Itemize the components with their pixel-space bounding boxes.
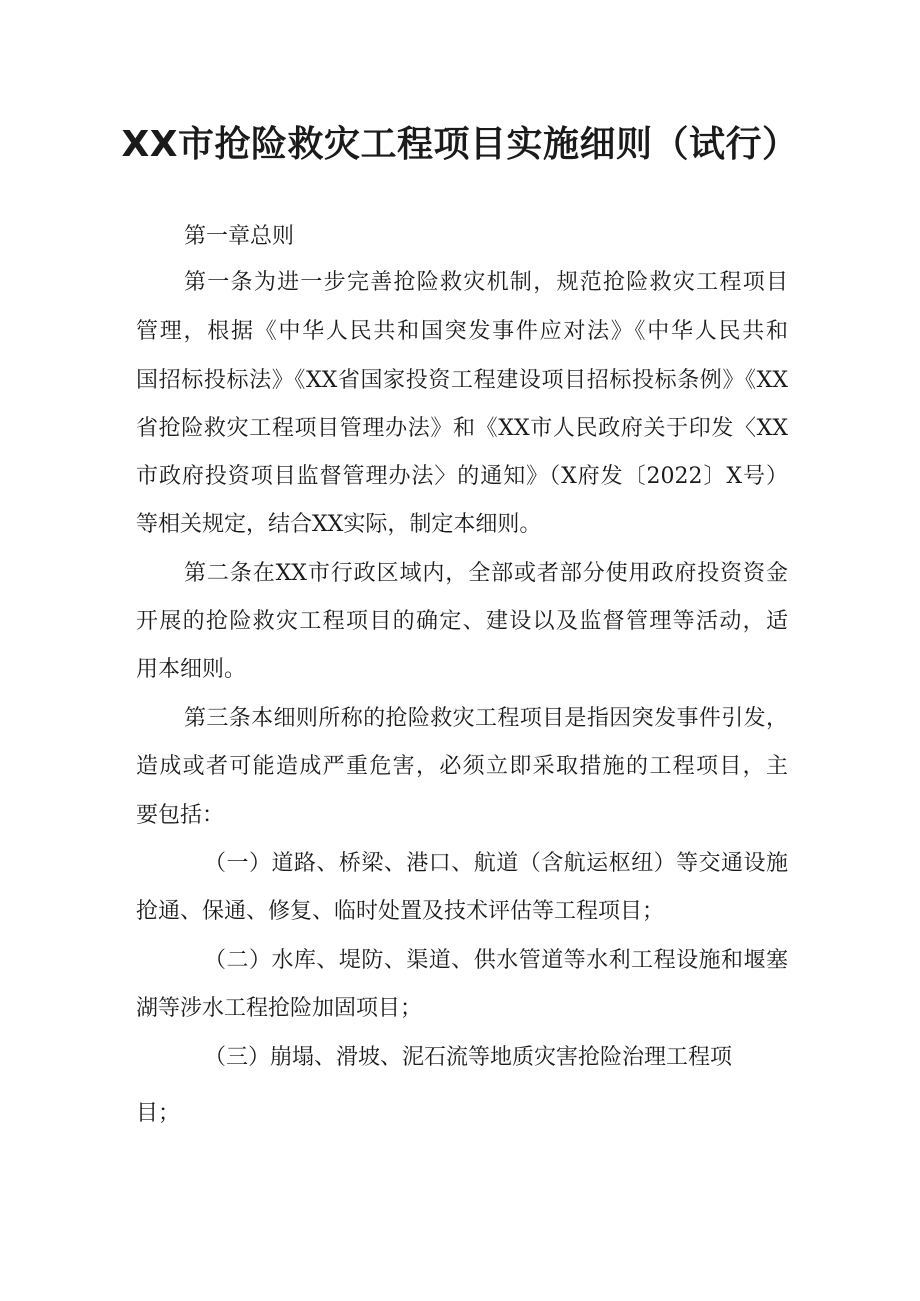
article-3-line-2: 造成或者可能造成严重危害，必须立即采取措施的工程项目，主 (136, 754, 788, 779)
item-2-line-1: （二）水库、堤防、渠道、供水管道等水利工程设施和堰塞 (204, 948, 788, 973)
article-2-line-1: 第二条在XX市行政区域内，全部或者部分使用政府投资资金 (184, 561, 788, 586)
article-2-line-2: 开展的抢险救灾工程项目的确定、建设以及监督管理等活动，适 (136, 609, 788, 634)
article-2-line-3: 用本细则。 (136, 657, 247, 682)
item-1-line-1: （一）道路、桥梁、港口、航道（含航运枢纽）等交通设施 (204, 851, 788, 876)
item-3-line-1: （三）崩塌、滑坡、泥石流等地质灾害抢险治理工程项 (204, 1045, 733, 1070)
article-1-line-2: 管理，根据《中华人民共和国突发事件应对法》《中华人民共和 (136, 319, 788, 344)
chapter-heading: 第一章总则 (184, 224, 295, 249)
article-1-line-1: 第一条为进一步完善抢险救灾机制，规范抢险救灾工程项目 (184, 270, 788, 295)
article-1-line-3: 国招标投标法》《XX省国家投资工程建设项目招标投标条例》《XX (136, 368, 788, 393)
item-1-line-2: 抢通、保通、修复、临时处置及技术评估等工程项目； (136, 899, 665, 924)
item-3-line-2: 目； (136, 1101, 181, 1126)
item-2-line-2: 湖等涉水工程抢险加固项目； (136, 996, 423, 1021)
page-title: XX市抢险救灾工程项目实施细则（试行） (121, 124, 799, 165)
article-1-line-4: 省抢险救灾工程项目管理办法》和《XX市人民政府关于印发〈XX (136, 416, 788, 441)
article-1-line-6: 等相关规定，结合XX实际，制定本细则。 (136, 512, 542, 537)
article-3-line-3: 要包括： (136, 803, 225, 828)
article-1-line-5: 市政府投资项目监督管理办法〉的通知》（X府发〔2022〕X号） (136, 464, 788, 489)
article-3-line-1: 第三条本细则所称的抢险救灾工程项目是指因突发事件引发， (184, 706, 788, 731)
